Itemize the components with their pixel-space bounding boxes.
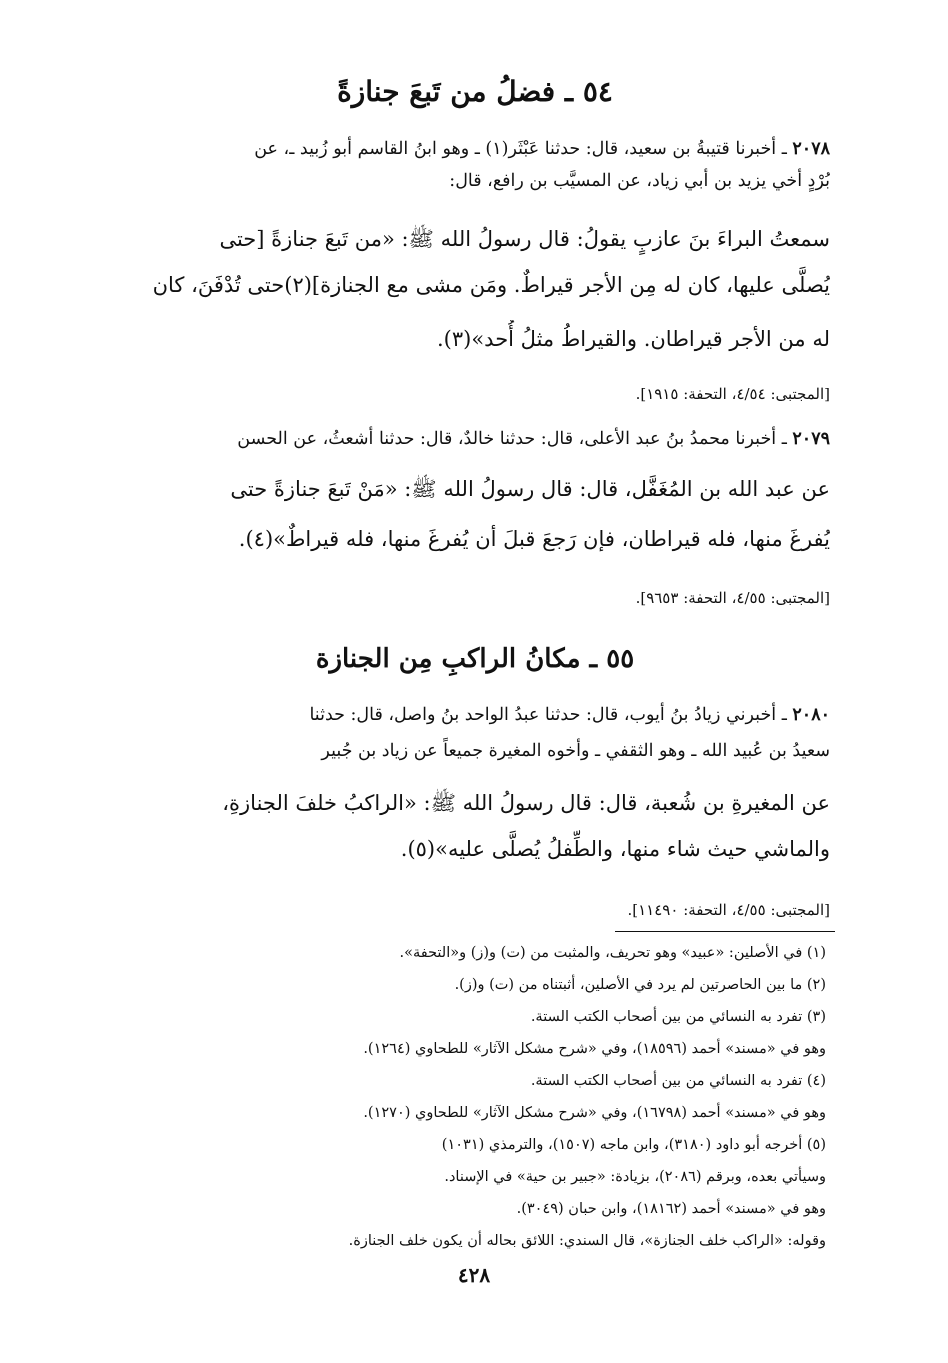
footnote-line-8: وسيأتي بعده، وبرقم (٢٠٨٦)، بزيادة: «جبير بن حية» في الإسناد.	[444, 1169, 826, 1185]
hadith-2078-chain-line-2: بُرْدٍ أخي يزيد بن أبي زياد، عن المسيَّب بن رافع، قال:	[449, 171, 830, 191]
hadith-2078-matn-line-2: يُصلَّى عليها، كان له مِن الأجر قيراطٌ. ومَن مشى مع الجنازة](٢)حتى تُدْفَنَ، كان	[152, 273, 830, 297]
footnote-line-9: وهو في «مسند» أحمد (١٨١٦٢)، وابن حبان (٣٠٤٩).	[516, 1201, 826, 1217]
hadith-2080-chain-line-2: سعيدُ بن عُبيد الله ـ وهو الثقفي ـ وأخوه المغيرة جميعاً عن زياد بن جُبير	[321, 741, 830, 761]
hadith-2080-number: ٢٠٨٠	[792, 705, 830, 725]
hadith-2080-matn-line-1: عن المغيرةِ بن شُعبة، قال: قال رسولُ الله ﷺ: «الراكبُ خلفَ الجنازةِ،	[222, 791, 830, 815]
footnote-line-10: وقوله: «الراكب خلف الجنازة»، قال السندي: اللائق بحاله أن يكون خلف الجنازة.	[348, 1233, 826, 1249]
hadith-2080-chain-line-1: ٢٠٨٠ ـ أخبرني زيادُ بنُ أيوب، قال: حدثنا عبدُ الواحد بنُ واصل، قال: حدثنا	[309, 705, 830, 725]
hadith-2079-chain-line-1: ٢٠٧٩ ـ أخبرنا محمدُ بنُ عبد الأعلى، قال: حدثنا خالدٌ، قال: حدثنا أشعثُ، عن الحسن	[237, 429, 830, 449]
hadith-2079-matn-line-2: يُفرغَ منها، فله قيراطان، فإن رَجعَ قبلَ أن يُفرغَ منها، فله قيراطٌ»(٤).	[238, 527, 830, 551]
hadith-2078-chain-line-1: ٢٠٧٨ ـ أخبرنا قتيبةُ بن سعيد، قال: حدثنا عَبْثَر(١) ـ وهو ابنُ القاسم أبو زُبيد ـ، عن	[254, 139, 830, 159]
footnote-separator	[615, 931, 835, 932]
chapter-54-title: ٥٤ ـ فضلُ من تَبعَ جنازةً	[337, 75, 613, 108]
hadith-2078-matn-line-3: له من الأجر قيراطان. والقيراطُ مثلُ أُحد»(٣).	[436, 327, 830, 351]
chapter-55-title: ٥٥ ـ مكانُ الراكبِ مِن الجنازة	[315, 644, 635, 674]
footnote-line-3: (٣) تفرد به النسائي من بين أصحاب الكتب الستة.	[530, 1009, 826, 1025]
hadith-2080-matn-line-2: والماشي حيث شاء منها، والطِّفلُ يُصلَّى عليه»(٥).	[400, 837, 830, 861]
footnote-line-4: وهو في «مسند» أحمد (١٨٥٩٦)، وفي «شرح مشكل الآثار» للطحاوي (١٢٦٤).	[363, 1041, 826, 1057]
hadith-2078-matn-line-1: سمعتُ البراءَ بنَ عازبٍ يقولُ: قال رسولُ الله ﷺ: «من تَبعَ جنازةً [حتى	[219, 227, 830, 251]
hadith-2079-number: ٢٠٧٩	[792, 429, 830, 449]
footnote-line-6: وهو في «مسند» أحمد (١٦٧٩٨)، وفي «شرح مشكل الآثار» للطحاوي (١٢٧٠).	[363, 1105, 826, 1121]
footnote-line-2: (٢) ما بين الحاصرتين لم يرد في الأصلين، أثبتناه من (ت) و(ز).	[454, 977, 826, 993]
page-number: ٤٢٨	[457, 1263, 491, 1287]
hadith-2079-matn-line-1: عن عبد الله بن المُغَفَّل، قال: قال رسولُ الله ﷺ: «مَنْ تَبعَ جنازةً حتى	[230, 477, 830, 501]
hadith-2079-reference: [المجتبى: ٤/٥٥، التحفة: ٩٦٥٣].	[635, 589, 830, 607]
footnote-line-7: (٥) أخرجه أبو داود (٣١٨٠)، وابن ماجه (١٥٠٧)، والترمذي (١٠٣١)	[441, 1137, 826, 1153]
footnote-line-1: (١) في الأصلين: «عبيد» وهو تحريف، والمثبت من (ت) و(ز) و«التحفة».	[399, 945, 826, 961]
hadith-2080-reference: [المجتبى: ٤/٥٥، التحفة: ١١٤٩٠].	[627, 901, 830, 919]
footnote-line-5: (٤) تفرد به النسائي من بين أصحاب الكتب الستة.	[530, 1073, 826, 1089]
hadith-2078-number: ٢٠٧٨	[792, 139, 830, 159]
hadith-2078-reference: [المجتبى: ٤/٥٤، التحفة: ١٩١٥].	[635, 385, 830, 403]
